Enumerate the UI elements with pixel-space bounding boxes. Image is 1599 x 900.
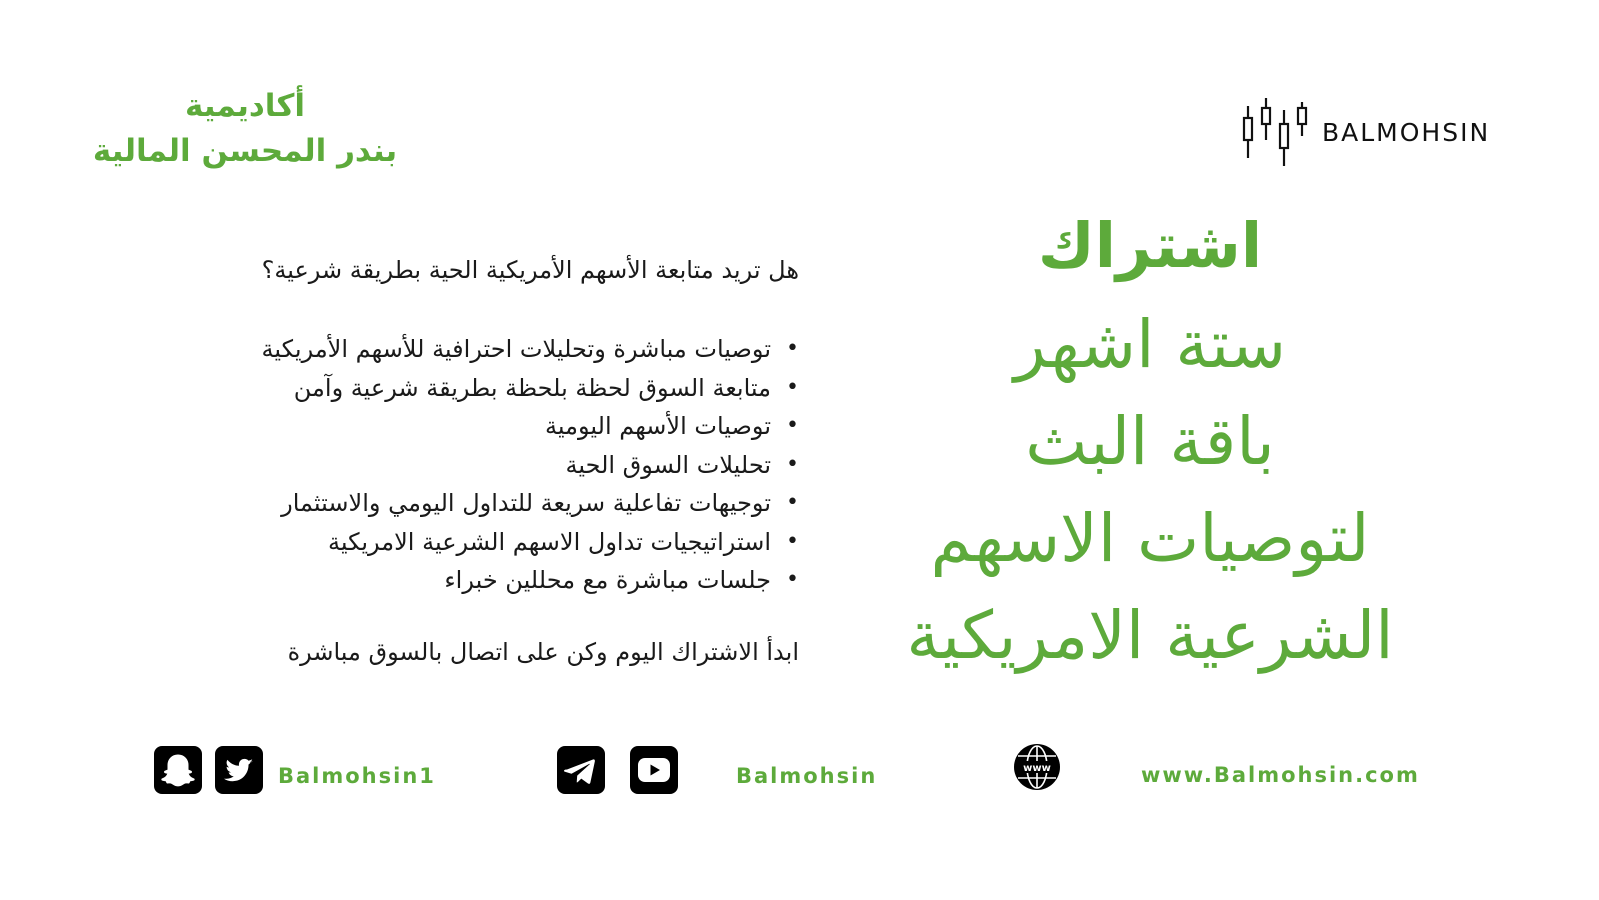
features-list bbox=[51, 330, 799, 600]
headline-line1: اشتراك bbox=[1037, 209, 1263, 282]
list-item: • توصيات مباشرة وتحليلات احترافية للأسهم الأمريكية bbox=[51, 330, 771, 369]
candlestick-chart-icon bbox=[1240, 96, 1318, 168]
headline bbox=[870, 196, 1430, 684]
headline-line2: ستة اشهر bbox=[1013, 306, 1287, 383]
svg-text:www: www bbox=[1023, 763, 1051, 774]
globe-www-icon bbox=[1012, 742, 1062, 792]
twitter-icon[interactable] bbox=[215, 746, 263, 794]
list-item: • جلسات مباشرة مع محللين خبراء bbox=[51, 561, 771, 600]
youtube-icon[interactable] bbox=[630, 746, 678, 794]
snapchat-icon[interactable] bbox=[154, 746, 202, 794]
list-item: • استراتيجيات تداول الاسهم الشرعية الامريكية bbox=[51, 523, 771, 562]
social-handle-telegram-youtube[interactable]: Balmohsin bbox=[736, 764, 878, 788]
website-link[interactable]: www.Balmohsin.com bbox=[1141, 763, 1420, 787]
intro-question: هل تريد متابعة الأسهم الأمريكية الحية بطريقة شرعية؟ bbox=[261, 256, 799, 284]
brand-logo-text: BALMOHSIN bbox=[1322, 118, 1491, 147]
call-to-action-text: ابدأ الاشتراك اليوم وكن على اتصال بالسوق مباشرة bbox=[287, 638, 799, 666]
list-item: • تحليلات السوق الحية bbox=[51, 446, 771, 485]
social-handle-twitter-snapchat[interactable]: Balmohsin1 bbox=[278, 764, 436, 788]
brand-logo bbox=[1240, 96, 1520, 168]
headline-line4: لتوصيات الاسهم bbox=[930, 500, 1370, 577]
list-item: • متابعة السوق لحظة بلحظة بطريقة شرعية وآمن bbox=[51, 369, 771, 408]
list-item: • توصيات الأسهم اليومية bbox=[51, 407, 771, 446]
headline-line5: الشرعية الامريكية bbox=[906, 597, 1394, 674]
telegram-icon[interactable] bbox=[557, 746, 605, 794]
academy-name-line1: أكاديمية bbox=[184, 88, 306, 124]
list-item: • توجيهات تفاعلية سريعة للتداول اليومي والاستثمار bbox=[51, 484, 771, 523]
academy-name bbox=[70, 84, 420, 174]
academy-name-line2: بندر المحسن المالية bbox=[92, 133, 398, 169]
headline-line3: باقة البث bbox=[1025, 403, 1275, 480]
